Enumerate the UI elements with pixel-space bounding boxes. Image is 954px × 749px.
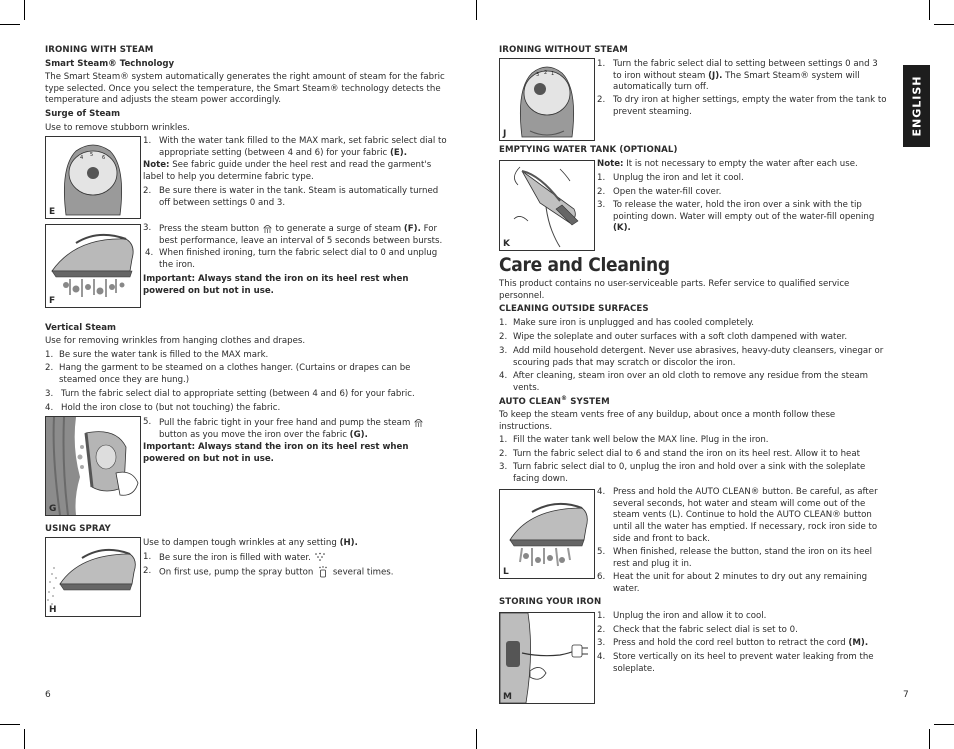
crop-mark xyxy=(476,0,477,20)
list-item: 4. Press and hold the AUTO CLEAN® button. Be careful, as after several seconds, hot water and steam will come out of the steam vents (L). Continue to hold the AUTO CLEAN® button until all the water has emptied. If necessary, rock iron side to side and front to back. xyxy=(597,487,878,544)
crop-mark xyxy=(929,0,930,20)
figure-label: E xyxy=(49,207,56,217)
list-item: 5. When finished, release the button, stand the iron on its heel rest and plug it in. xyxy=(597,547,873,569)
page-title: Care and Cleaning xyxy=(499,254,670,276)
list-item: 3. Turn fabric select dial to 0, unplug the iron and hold over a sink with the soleplate facing down. xyxy=(499,462,866,484)
svg-text:6: 6 xyxy=(102,155,106,161)
subheading: Smart Steam® Technology xyxy=(45,59,175,69)
figure-e xyxy=(45,136,141,219)
list-item: 3. To release the water, hold the iron over a sink with the tip pointing down. Water will empty out of the water-fill opening (K). xyxy=(597,200,875,234)
list-item: 3. Press the steam button to generate a surge of steam (F). For best performance, leave an interval of 5 seconds between bursts. xyxy=(143,223,443,246)
list-item: 2. Hang the garment to be steamed on a clothes hanger. (Curtains or drapes can be steamed once they are hung.) xyxy=(45,363,411,385)
list-item: 1. Fill the water tank well below the MAX line. Plug in the iron. xyxy=(499,435,769,445)
note: Note: See fabric guide under the heel rest and read the garment's label to help you determine fabric type. xyxy=(143,160,432,182)
crop-mark xyxy=(24,729,25,749)
svg-text:3: 3 xyxy=(536,72,540,78)
section-heading: IRONING WITH STEAM xyxy=(45,45,154,55)
figure-g xyxy=(45,416,141,516)
list-item: 2. Wipe the soleplate and outer surfaces with a soft cloth dampened with water. xyxy=(499,332,848,342)
iron-spray-illustration xyxy=(46,538,140,616)
auto-clean-illustration xyxy=(500,490,594,578)
figure-f xyxy=(45,224,141,308)
list-item: 2. Be sure there is water in the tank. Steam is automatically turned off between settings 0 and 3. xyxy=(143,186,439,208)
figure-j xyxy=(499,58,595,141)
figure-label: G xyxy=(49,504,57,514)
subheading: Vertical Steam xyxy=(45,323,117,333)
emptying-tank-illustration xyxy=(500,161,594,250)
list-item: 3. Turn the fabric select dial to appropriate setting (between 4 and 6) for your fabric. xyxy=(45,389,415,399)
figure-l xyxy=(499,489,595,579)
list-item: 1. With the water tank filled to the MAX mark, set fabric select dial to appropriate setting (between 4 and 6) for your fabric (E). xyxy=(143,136,447,158)
figure-label: K xyxy=(503,239,510,249)
steam-button-icon xyxy=(262,223,273,234)
iron-surge-illustration xyxy=(46,225,140,307)
note: Note: It is not necessary to empty the water after each use. xyxy=(597,159,858,169)
section-heading: IRONING WITHOUT STEAM xyxy=(499,45,628,55)
crop-mark xyxy=(934,24,954,25)
section-heading: EMPTYING WATER TANK (OPTIONAL) xyxy=(499,145,678,155)
paragraph: Use to dampen tough wrinkles at any setting (H). xyxy=(143,538,358,548)
cord-storage-illustration xyxy=(500,613,594,703)
section-heading: AUTO CLEAN® SYSTEM xyxy=(499,395,610,407)
paragraph: This product contains no user-serviceable parts. Refer service to qualified service personnel. xyxy=(499,279,850,301)
figure-h xyxy=(45,537,141,617)
list-item: 1. Turn the fabric select dial to setting between settings 0 and 3 to iron without steam (J). The Smart Steam® system will automatically turn off. xyxy=(597,59,878,93)
list-item: 2. To dry iron at higher settings, empty the water from the tank to prevent steaming. xyxy=(597,95,887,117)
crop-mark xyxy=(0,24,20,25)
important-note: Important: Always stand the iron on its heel rest when powered on but not in use. xyxy=(143,274,409,296)
crop-mark xyxy=(934,724,954,725)
list-item: 3. Press and hold the cord reel button to retract the cord (M). xyxy=(597,638,869,648)
language-tab: ENGLISH xyxy=(903,65,930,147)
list-item: 1. Be sure the water tank is filled to the MAX mark. xyxy=(45,350,269,360)
list-item: 1. Unplug the iron and let it cool. xyxy=(597,173,744,183)
spray-icon xyxy=(314,552,326,563)
list-item: 2. On first use, pump the spray button several times. xyxy=(143,566,394,578)
section-heading: USING SPRAY xyxy=(45,524,111,534)
list-item: 4. Hold the iron close to (but not touching) the fabric. xyxy=(45,403,281,413)
iron-dial-illustration xyxy=(46,137,140,218)
list-item: 4. Store vertically on its heel to prevent water leaking from the soleplate. xyxy=(597,652,874,674)
figure-label: H xyxy=(49,605,57,615)
paragraph: To keep the steam vents free of any buildup, about once a month follow these instructions. xyxy=(499,410,836,432)
figure-label: J xyxy=(503,129,507,139)
spray-button-icon xyxy=(316,566,330,578)
figure-label: F xyxy=(49,296,56,306)
page-number: 7 xyxy=(903,690,909,700)
svg-text:5: 5 xyxy=(90,152,94,158)
list-item: 2. Turn the fabric select dial to 6 and stand the iron on its heel rest. Allow it to heat xyxy=(499,449,860,459)
svg-text:2: 2 xyxy=(544,70,548,76)
figure-k xyxy=(499,160,595,251)
svg-text:1: 1 xyxy=(551,71,555,77)
crop-mark xyxy=(476,729,477,749)
list-item: 1. Make sure iron is unplugged and has cooled completely. xyxy=(499,318,755,328)
list-item: 4. When finished ironing, turn the fabric select dial to 0 and unplug the iron. xyxy=(145,248,438,270)
important-note: Important: Always stand the iron on its heel rest when powered on but not in use. xyxy=(143,442,409,464)
list-item: 1. Unplug the iron and allow it to cool. xyxy=(597,611,767,621)
steam-button-icon xyxy=(413,417,424,428)
list-item: 4. After cleaning, steam iron over an old cloth to remove any residue from the steam vents. xyxy=(499,371,869,393)
section-heading: CLEANING OUTSIDE SURFACES xyxy=(499,304,649,314)
iron-dial-low-illustration xyxy=(500,59,594,140)
list-item: 5. Pull the fabric tight in your free hand and pump the steam button as you move the iron over the fabric (G). xyxy=(143,417,451,441)
paragraph: The Smart Steam® system automatically generates the right amount of steam for the fabric type selected. Once you select the temperature, the Smart Steam® technology detects the temperature and adjusts the steam power accordingly. xyxy=(45,72,445,106)
paragraph: Use to remove stubborn wrinkles. xyxy=(45,123,190,133)
list-item: 2. Check that the fabric select dial is set to 0. xyxy=(597,625,798,635)
svg-text:4: 4 xyxy=(80,155,84,161)
paragraph: Use for removing wrinkles from hanging clothes and drapes. xyxy=(45,336,306,346)
crop-mark xyxy=(0,724,20,725)
list-item: 2. Open the water-fill cover. xyxy=(597,187,722,197)
crop-mark xyxy=(24,0,25,20)
subheading: Surge of Steam xyxy=(45,109,121,119)
figure-label: L xyxy=(503,567,509,577)
page-number: 6 xyxy=(45,690,51,700)
crop-mark xyxy=(929,729,930,749)
vertical-steam-illustration xyxy=(46,417,140,515)
list-item: 3. Add mild household detergent. Never use abrasives, heavy-duty cleansers, vinegar or scouring pads that may scratch or discolor the iron. xyxy=(499,346,884,368)
figure-label: M xyxy=(503,692,512,702)
list-item: 1. Be sure the iron is filled with water. xyxy=(143,552,451,565)
section-heading: STORING YOUR IRON xyxy=(499,597,602,607)
list-item: 6. Heat the unit for about 2 minutes to dry out any remaining water. xyxy=(597,572,868,594)
figure-m xyxy=(499,612,595,704)
